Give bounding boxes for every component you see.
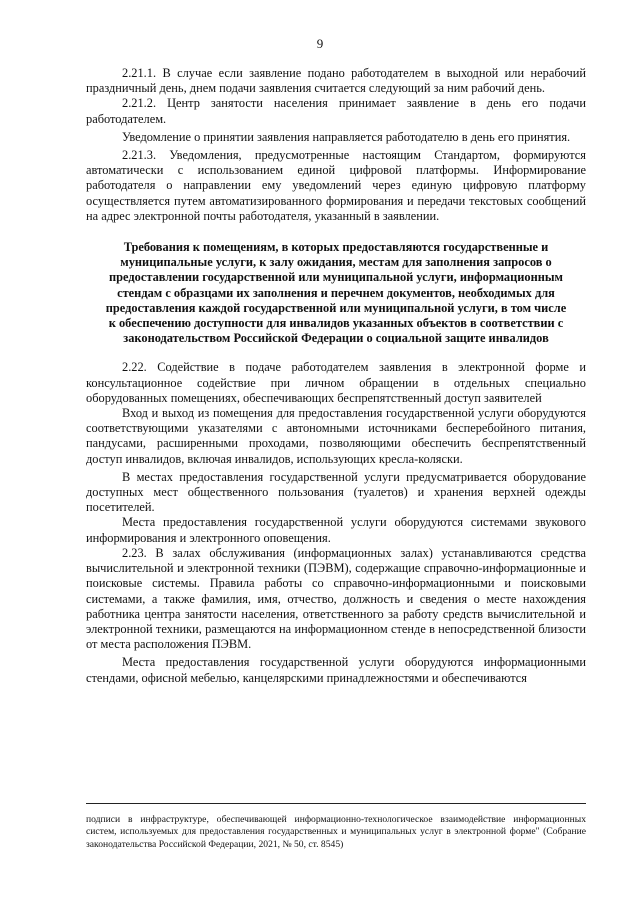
- paragraph-2-21-2: 2.21.2. Центр занятости населения принимает заявление в день его подачи работодателем.: [86, 96, 586, 126]
- paragraph-sound-systems: Места предоставления государственной услуги оборудуются системами звукового информирования и электронного оповещения.: [86, 515, 586, 545]
- paragraph-2-22: 2.22. Содействие в подаче работодателем заявления в электронной форме и консультационное содействие при личном обращении в отдельных специально оборудованных помещениях, обеспечивающих беспрепятственный доступ заявителей: [86, 360, 586, 405]
- section-heading: Требования к помещениям, в которых предоставляются государственные и муниципальные услуги, к залу ожидания, местам для заполнения запросов о предоставлении государственной или муниципальной услуги, информационным стендам с образцами их заполнения и перечнем документов, необходимых для предоставления каждой государственной или муниципальной услуги, в том числе к обеспечению доступности для инвалидов указанных объектов в соответствии с законодательством Российской Федерации о социальной защите инвалидов: [105, 240, 567, 346]
- paragraph-entrance: Вход и выход из помещения для предоставления государственной услуги оборудуются соответствующими указателями с автономными источниками бесперебойного питания, пандусами, расширенными проходами, позволяющими обеспечить беспрепятственный доступ инвалидов, включая инвалидов, использующих кресла-коляски.: [86, 406, 586, 466]
- paragraph-facilities: В местах предоставления государственной услуги предусматривается оборудование доступных мест общественного пользования (туалетов) и хранения верхней одежды посетителей.: [86, 469, 586, 515]
- paragraph-notification: Уведомление о принятии заявления направляется работодателю в день его принятия.: [122, 129, 571, 144]
- paragraph-2-21-1: 2.21.1. В случае если заявление подано работодателем в выходной или нерабочий праздничный день, днем подачи заявления считается следующий за ним рабочий день.: [86, 66, 586, 96]
- paragraph-2-21-3: 2.21.3. Уведомления, предусмотренные настоящим Стандартом, формируются автоматически с использованием единой цифровой платформы. Информирование работодателя о направлении ему уведомлений через единую цифровую платформу осуществляется путем автоматизированного формирования и передачи текстовых сообщений на адрес электронной почты работодателя, указанный в заявлении.: [86, 148, 586, 223]
- page-number: 9: [316, 36, 324, 51]
- paragraph-2-23: 2.23. В залах обслуживания (информационных залах) устанавливаются средства вычислительной и электронной техники (ПЭВМ), содержащие справочно-информационные и поисковые системы. Правила работы со справочно-информационными и поисковыми системами, а также фамилия, имя, отчество, должность и сведения о месте нахождения работника центра занятости населения, ответственного за работу средств вычислительной и электронной техники, размещаются на информационном стенде в непосредственной близости от места расположения ПЭВМ.: [86, 545, 586, 652]
- footnote: подписи в инфраструктуре, обеспечивающей информационно-технологическое взаимодействие информационных систем, используемых для предоставления государственных и муниципальных услуг в электронной форме" (Собрание законодательства Российской Федерации, 2021, № 50, ст. 8545): [86, 814, 586, 850]
- footnote-divider: [86, 803, 586, 804]
- document-body: [86, 66, 586, 686]
- paragraph-stands: Места предоставления государственной услуги оборудуются информационными стендами, офисной мебелью, канцелярскими принадлежностями и обеспечиваются: [86, 655, 586, 685]
